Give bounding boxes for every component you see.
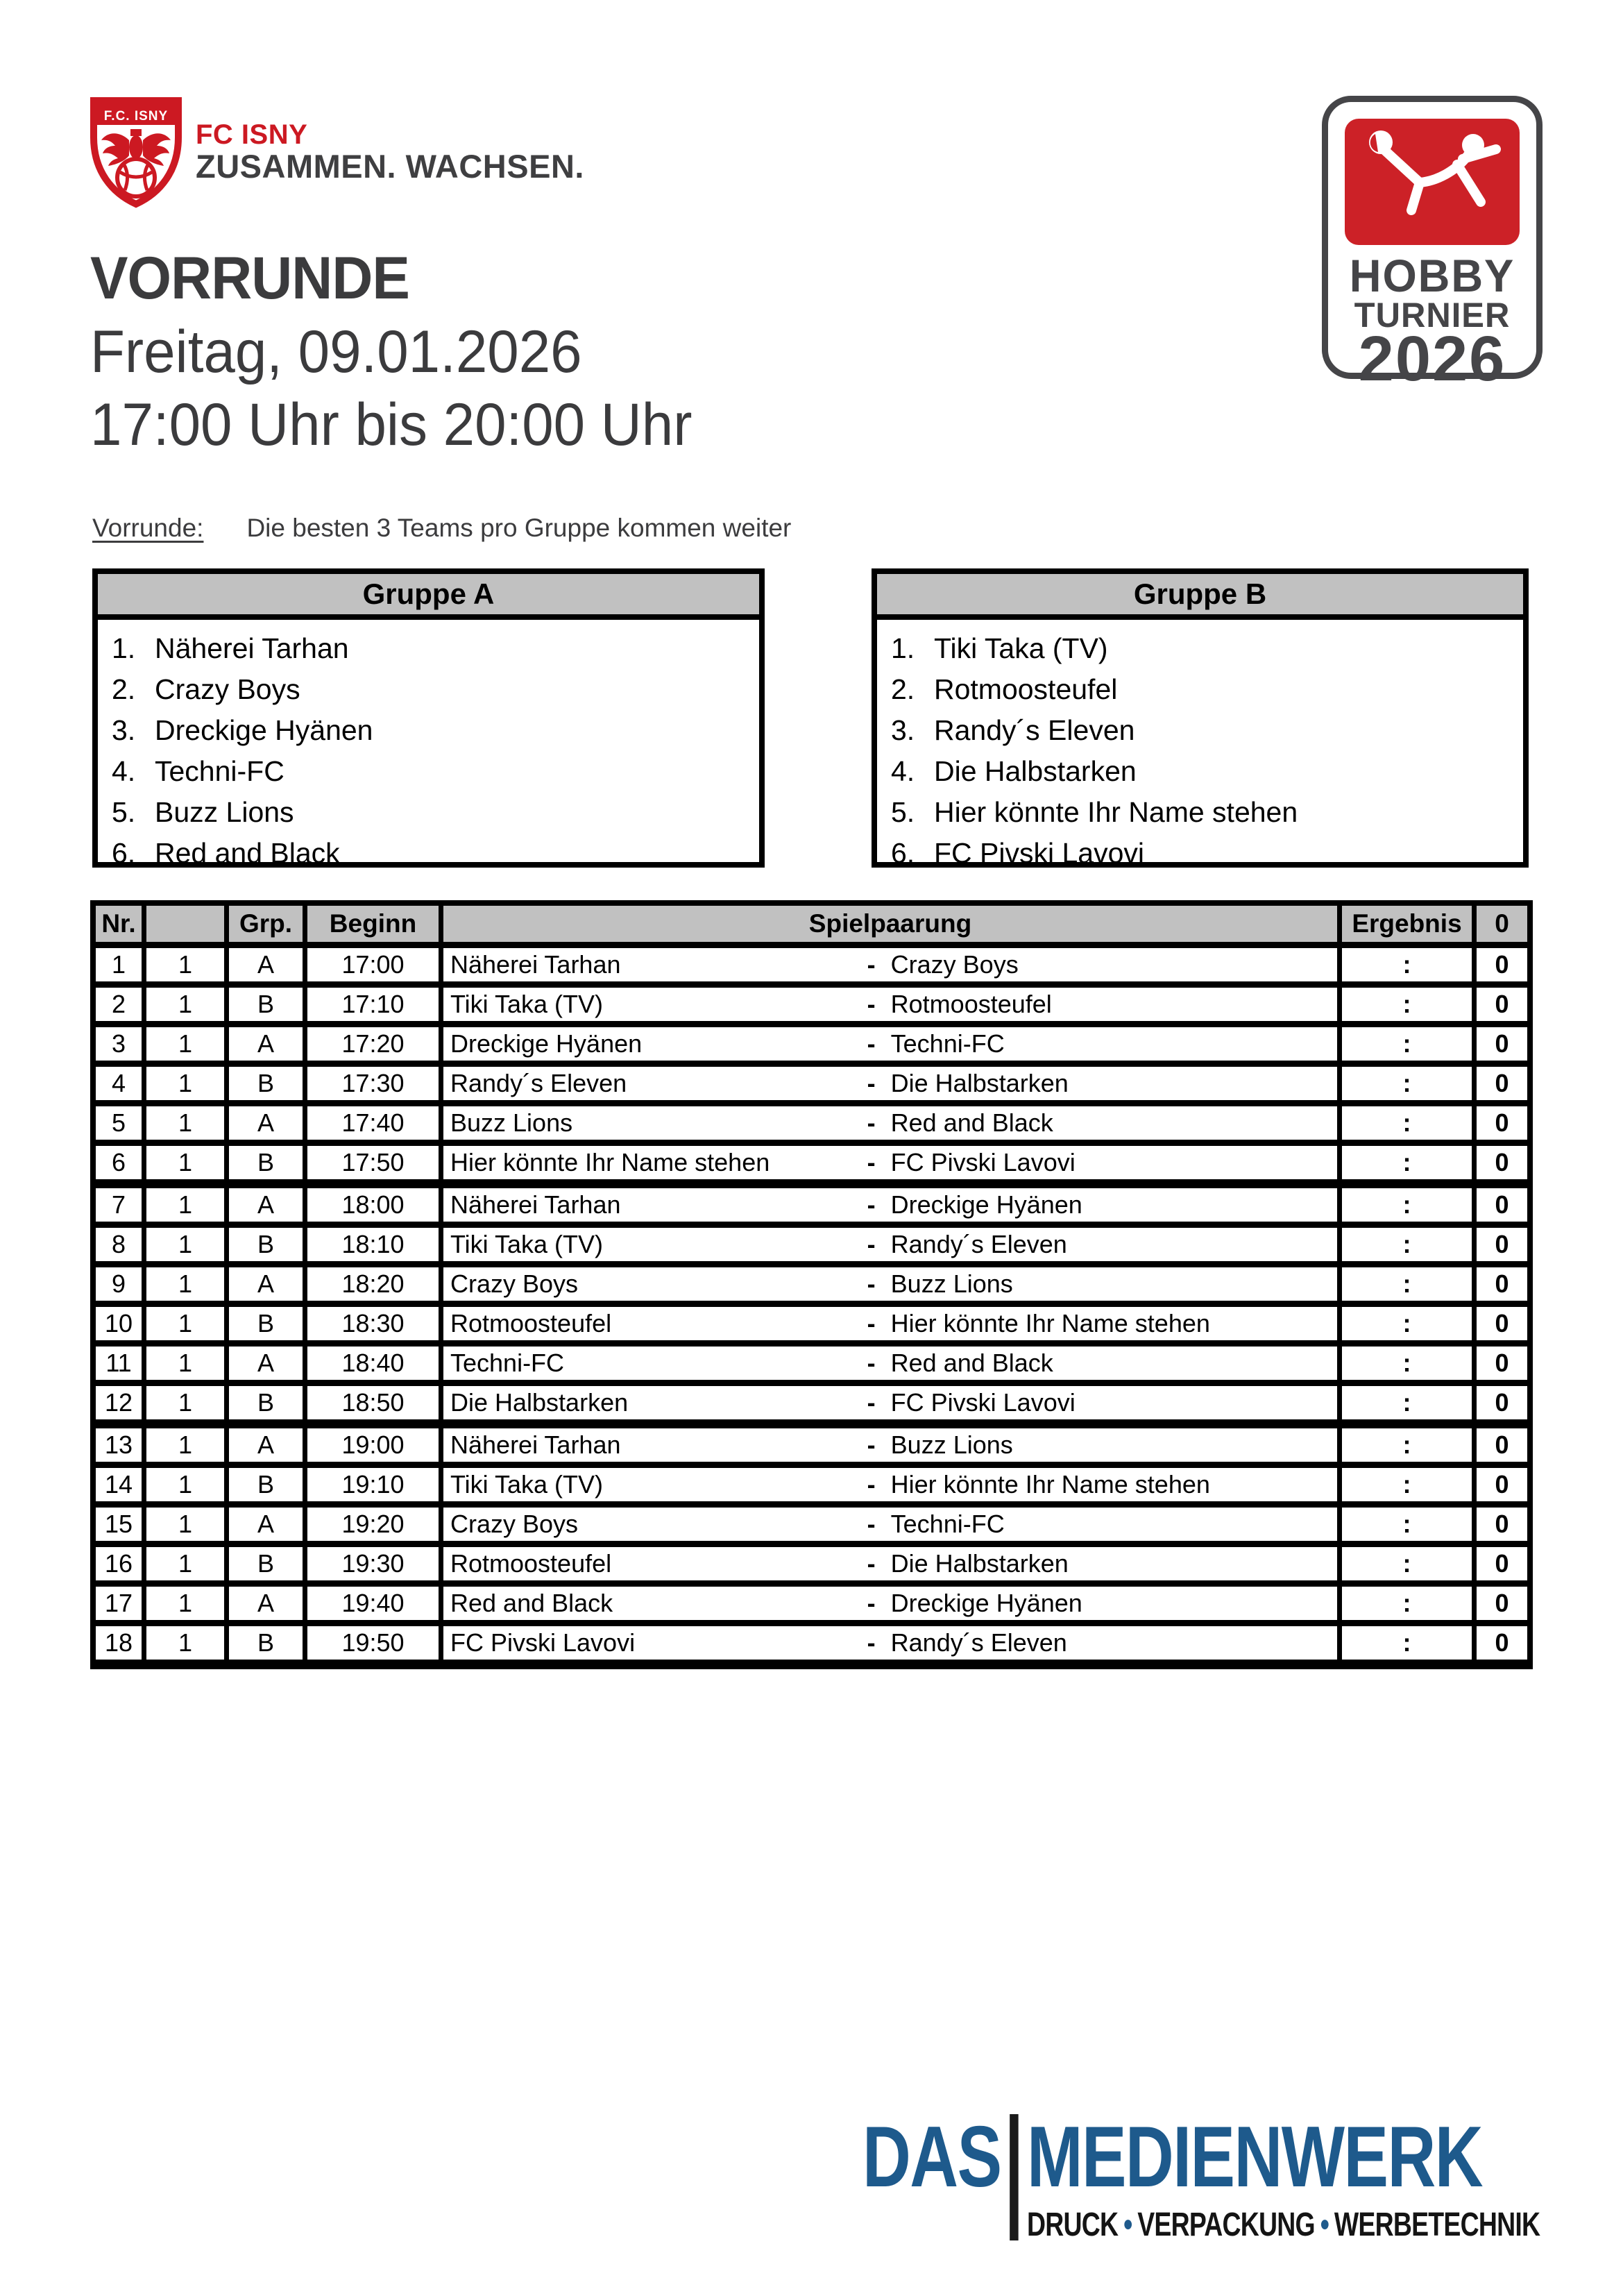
cell-nr: 4 — [96, 1067, 146, 1100]
printer-logo-tagline — [1027, 2206, 1540, 2244]
event-logo-line1: HOBBY — [1349, 250, 1515, 301]
team-name: Red and Black — [155, 837, 340, 869]
pair-separator: - — [867, 1148, 876, 1176]
away-team: Die Halbstarken — [890, 1549, 1069, 1578]
schedule-row — [96, 1347, 1527, 1386]
schedule-row — [96, 1547, 1527, 1587]
header-nr: Nr. — [96, 906, 146, 942]
schedule-row — [96, 988, 1527, 1027]
cell-round: 1 — [146, 1146, 229, 1179]
pair-separator: - — [867, 1589, 876, 1617]
home-team: Red and Black — [450, 1589, 613, 1617]
pair-separator: - — [867, 1628, 876, 1657]
cell-nr: 7 — [96, 1188, 146, 1222]
cell-grp: B — [229, 1146, 307, 1179]
cell-time: 19:00 — [307, 1428, 443, 1462]
team-name: Randy´s Eleven — [934, 714, 1135, 746]
cell-points: 0 — [1495, 950, 1509, 979]
away-team: Hier könnte Ihr Name stehen — [890, 1309, 1210, 1337]
pair-separator: - — [867, 1309, 876, 1337]
cell-result: : — [1342, 1067, 1477, 1100]
cell-grp: A — [229, 1587, 307, 1620]
group-team-item — [891, 792, 1523, 833]
cell-round: 1 — [146, 948, 229, 981]
note-label: Vorrunde: — [92, 514, 204, 542]
cell-nr: 2 — [96, 988, 146, 1021]
cell-points: 0 — [1495, 1069, 1509, 1097]
cell-time: 18:00 — [307, 1188, 443, 1222]
cell-points: 0 — [1495, 1388, 1509, 1417]
home-team: Tiki Taka (TV) — [450, 1230, 604, 1258]
cell-round: 1 — [146, 1188, 229, 1222]
cell-pairing — [443, 948, 1342, 981]
pair-separator: - — [867, 1069, 876, 1097]
cell-time: 19:20 — [307, 1508, 443, 1541]
group-team-item — [112, 751, 759, 792]
cell-grp: B — [229, 1547, 307, 1580]
home-team: FC Pivski Lavovi — [450, 1628, 636, 1657]
schedule-row — [96, 1106, 1527, 1146]
cell-round: 1 — [146, 1626, 229, 1660]
cell-result: : — [1342, 1188, 1477, 1222]
team-name: Dreckige Hyänen — [155, 714, 373, 746]
cell-result: : — [1342, 1587, 1477, 1620]
cell-grp: B — [229, 988, 307, 1021]
schedule-row — [96, 1067, 1527, 1106]
cell-result: : — [1342, 1428, 1477, 1462]
pair-separator: - — [867, 1108, 876, 1137]
pair-separator: - — [867, 1269, 876, 1298]
cell-result: : — [1342, 1626, 1477, 1660]
cell-round: 1 — [146, 1386, 229, 1419]
group-team-item — [891, 710, 1523, 751]
group-team-item — [112, 710, 759, 751]
home-team: Näherei Tarhan — [450, 1190, 621, 1219]
schedule-header-row — [96, 906, 1527, 948]
cell-time: 17:50 — [307, 1146, 443, 1179]
cell-pairing — [443, 1587, 1342, 1620]
tagline-word: WERBETECHNIK — [1334, 2206, 1540, 2244]
cell-nr: 11 — [96, 1347, 146, 1380]
schedule-row — [96, 1027, 1527, 1067]
away-team: Randy´s Eleven — [890, 1628, 1067, 1657]
cell-time: 17:40 — [307, 1106, 443, 1140]
group-a-team-list — [98, 620, 759, 874]
home-team: Tiki Taka (TV) — [450, 1470, 604, 1499]
group-team-item — [891, 669, 1523, 710]
cell-pairing — [443, 1307, 1342, 1340]
cell-points: 0 — [1495, 1269, 1509, 1298]
cell-nr: 9 — [96, 1267, 146, 1301]
printer-logo — [863, 2110, 1540, 2244]
cell-round: 1 — [146, 1067, 229, 1100]
group-team-item — [112, 669, 759, 710]
away-team: Red and Black — [890, 1349, 1053, 1377]
team-name: FC Pivski Lavovi — [934, 837, 1145, 869]
schedule-row — [96, 1386, 1527, 1428]
cell-points: 0 — [1495, 1108, 1509, 1137]
cell-nr: 14 — [96, 1468, 146, 1501]
home-team: Näherei Tarhan — [450, 950, 621, 979]
cell-nr: 3 — [96, 1027, 146, 1061]
away-team: Rotmoosteufel — [890, 990, 1052, 1018]
tagline-dot-icon: • — [1123, 2206, 1132, 2244]
event-logo-red-panel — [1345, 119, 1520, 245]
cell-time: 18:50 — [307, 1386, 443, 1419]
cell-pairing — [443, 1547, 1342, 1580]
home-team: Dreckige Hyänen — [450, 1029, 643, 1058]
cell-points: 0 — [1495, 1309, 1509, 1337]
header-points: 0 — [1495, 909, 1509, 938]
away-team: Buzz Lions — [890, 1430, 1013, 1459]
cell-grp: A — [229, 1027, 307, 1061]
cell-round: 1 — [146, 1027, 229, 1061]
cell-pairing — [443, 1106, 1342, 1140]
team-rank: 1. — [891, 632, 915, 664]
cell-grp: B — [229, 1067, 307, 1100]
away-team: Die Halbstarken — [890, 1069, 1069, 1097]
pair-separator: - — [867, 1029, 876, 1058]
cell-pairing — [443, 1067, 1342, 1100]
team-name: Näherei Tarhan — [155, 632, 349, 664]
page-title: VORRUNDE — [90, 245, 409, 312]
printer-logo-divider — [1010, 2114, 1018, 2240]
cell-result: : — [1342, 1547, 1477, 1580]
schedule-row — [96, 1587, 1527, 1626]
pair-separator: - — [867, 1349, 876, 1377]
event-date-line: Freitag, 09.01.2026 — [90, 319, 582, 385]
team-name: Rotmoosteufel — [934, 673, 1118, 705]
home-team: Hier könnte Ihr Name stehen — [450, 1148, 770, 1176]
event-logo-line3: 2026 — [1358, 323, 1506, 394]
cell-grp: A — [229, 1508, 307, 1541]
cell-time: 17:20 — [307, 1027, 443, 1061]
cell-pairing — [443, 1508, 1342, 1541]
cell-time: 18:40 — [307, 1347, 443, 1380]
cell-round: 1 — [146, 1547, 229, 1580]
qualification-note — [92, 514, 791, 543]
cell-round: 1 — [146, 1587, 229, 1620]
cell-round: 1 — [146, 1307, 229, 1340]
cell-pairing — [443, 1027, 1342, 1061]
team-rank: 6. — [891, 837, 915, 869]
header-pairing: Spielpaarung — [443, 906, 1342, 942]
pair-separator: - — [867, 990, 876, 1018]
schedule-row — [96, 1508, 1527, 1547]
cell-pairing — [443, 1347, 1342, 1380]
cell-nr: 12 — [96, 1386, 146, 1419]
tagline-word: VERPACKUNG — [1137, 2206, 1315, 2244]
home-team: Die Halbstarken — [450, 1388, 629, 1417]
cell-result: : — [1342, 1307, 1477, 1340]
away-team: FC Pivski Lavovi — [890, 1388, 1076, 1417]
cell-nr: 18 — [96, 1626, 146, 1660]
cell-points: 0 — [1495, 1589, 1509, 1617]
cell-points: 0 — [1495, 1549, 1509, 1578]
schedule-row — [96, 1428, 1527, 1468]
team-rank: 3. — [891, 714, 915, 746]
team-rank: 3. — [112, 714, 136, 746]
cell-round: 1 — [146, 1347, 229, 1380]
team-rank: 6. — [112, 837, 136, 869]
group-team-item — [891, 751, 1523, 792]
cell-pairing — [443, 988, 1342, 1021]
club-name: FC ISNY — [196, 119, 308, 150]
cell-grp: B — [229, 1626, 307, 1660]
home-team: Techni-FC — [450, 1349, 565, 1377]
team-rank: 5. — [112, 796, 136, 828]
team-rank: 4. — [891, 755, 915, 787]
cell-round: 1 — [146, 1106, 229, 1140]
group-b-box — [872, 568, 1529, 868]
cell-nr: 16 — [96, 1547, 146, 1580]
away-team: Dreckige Hyänen — [890, 1190, 1082, 1219]
cell-time: 18:10 — [307, 1228, 443, 1261]
cell-time: 17:30 — [307, 1067, 443, 1100]
schedule-row — [96, 1188, 1527, 1228]
cell-grp: B — [229, 1468, 307, 1501]
team-name: Tiki Taka (TV) — [934, 632, 1108, 664]
home-team: Crazy Boys — [450, 1510, 579, 1538]
cell-grp: A — [229, 1106, 307, 1140]
group-team-item — [891, 833, 1523, 874]
printer-logo-das: DAS — [863, 2109, 1001, 2205]
cell-grp: B — [229, 1307, 307, 1340]
cell-grp: A — [229, 1267, 307, 1301]
team-name: Buzz Lions — [155, 796, 294, 828]
team-name: Die Halbstarken — [934, 755, 1137, 787]
team-rank: 5. — [891, 796, 915, 828]
home-team: Rotmoosteufel — [450, 1549, 612, 1578]
cell-pairing — [443, 1626, 1342, 1660]
cell-round: 1 — [146, 1508, 229, 1541]
cell-round: 1 — [146, 988, 229, 1021]
schedule-row — [96, 948, 1527, 988]
cell-pairing — [443, 1386, 1342, 1419]
cell-pairing — [443, 1146, 1342, 1179]
cell-pairing — [443, 1468, 1342, 1501]
cell-result: : — [1342, 1106, 1477, 1140]
cell-nr: 6 — [96, 1146, 146, 1179]
cell-points: 0 — [1495, 1190, 1509, 1219]
pair-separator: - — [867, 1190, 876, 1219]
cell-points: 0 — [1495, 1470, 1509, 1499]
schedule-row — [96, 1468, 1527, 1508]
group-a-title: Gruppe A — [98, 574, 759, 620]
cell-time: 17:00 — [307, 948, 443, 981]
tagline-dot-icon: • — [1320, 2206, 1329, 2244]
home-team: Randy´s Eleven — [450, 1069, 627, 1097]
match-schedule-table — [90, 900, 1533, 1669]
ball-icon — [117, 159, 155, 196]
schedule-body — [96, 948, 1527, 1664]
header-beginn: Beginn — [307, 906, 443, 942]
cell-pairing — [443, 1428, 1342, 1462]
team-rank: 2. — [891, 673, 915, 705]
away-team: Randy´s Eleven — [890, 1230, 1067, 1258]
pair-separator: - — [867, 1388, 876, 1417]
cell-grp: B — [229, 1228, 307, 1261]
header-grp: Grp. — [229, 906, 307, 942]
cell-points: 0 — [1495, 1230, 1509, 1258]
group-b-title: Gruppe B — [877, 574, 1523, 620]
cell-points: 0 — [1495, 990, 1509, 1018]
cell-result: : — [1342, 1267, 1477, 1301]
header-ergebnis: Ergebnis — [1342, 906, 1477, 942]
cell-points: 0 — [1495, 1148, 1509, 1176]
team-name: Techni-FC — [155, 755, 284, 787]
away-team: Red and Black — [890, 1108, 1053, 1137]
cell-result: : — [1342, 1347, 1477, 1380]
cell-pairing — [443, 1267, 1342, 1301]
home-team: Buzz Lions — [450, 1108, 573, 1137]
cell-grp: A — [229, 1428, 307, 1462]
group-a-box — [92, 568, 765, 868]
cell-time: 18:30 — [307, 1307, 443, 1340]
cell-result: : — [1342, 988, 1477, 1021]
cell-time: 18:20 — [307, 1267, 443, 1301]
schedule-row — [96, 1307, 1527, 1347]
team-rank: 1. — [112, 632, 136, 664]
cell-pairing — [443, 1188, 1342, 1222]
cell-nr: 5 — [96, 1106, 146, 1140]
bicycle-kick-icon — [1345, 119, 1520, 245]
schedule-row — [96, 1228, 1527, 1267]
cell-time: 19:50 — [307, 1626, 443, 1660]
away-team: Hier könnte Ihr Name stehen — [890, 1470, 1210, 1499]
group-team-item — [112, 792, 759, 833]
home-team: Rotmoosteufel — [450, 1309, 612, 1337]
away-team: Buzz Lions — [890, 1269, 1013, 1298]
cell-grp: A — [229, 948, 307, 981]
crest-banner-text: F.C. ISNY — [103, 109, 169, 124]
pair-separator: - — [867, 1549, 876, 1578]
cell-points: 0 — [1495, 1430, 1509, 1459]
cell-time: 19:40 — [307, 1587, 443, 1620]
cell-pairing — [443, 1228, 1342, 1261]
away-team: Crazy Boys — [890, 950, 1019, 979]
event-logo-line2: TURNIER — [1354, 296, 1511, 335]
schedule-row — [96, 1146, 1527, 1188]
cell-round: 1 — [146, 1428, 229, 1462]
cell-round: 1 — [146, 1267, 229, 1301]
team-name: Crazy Boys — [155, 673, 300, 705]
pair-separator: - — [867, 950, 876, 979]
cell-nr: 1 — [96, 948, 146, 981]
header-round — [146, 906, 229, 942]
cell-grp: B — [229, 1386, 307, 1419]
away-team: Techni-FC — [890, 1029, 1005, 1058]
cell-result: : — [1342, 1027, 1477, 1061]
note-text: Die besten 3 Teams pro Gruppe kommen weiter — [246, 514, 792, 542]
printer-logo-medienwerk: MEDIENWERK — [1026, 2109, 1483, 2205]
pair-separator: - — [867, 1510, 876, 1538]
team-name: Hier könnte Ihr Name stehen — [934, 796, 1298, 828]
cell-result: : — [1342, 1468, 1477, 1501]
cell-nr: 17 — [96, 1587, 146, 1620]
cell-time: 17:10 — [307, 988, 443, 1021]
away-team: Techni-FC — [890, 1510, 1005, 1538]
cell-result: : — [1342, 1508, 1477, 1541]
cell-grp: A — [229, 1188, 307, 1222]
cell-nr: 13 — [96, 1428, 146, 1462]
home-team: Tiki Taka (TV) — [450, 990, 604, 1018]
cell-result: : — [1342, 948, 1477, 981]
group-team-item — [891, 628, 1523, 669]
team-rank: 4. — [112, 755, 136, 787]
cell-grp: A — [229, 1347, 307, 1380]
away-team: Dreckige Hyänen — [890, 1589, 1082, 1617]
cell-result: : — [1342, 1228, 1477, 1261]
pair-separator: - — [867, 1430, 876, 1459]
schedule-row — [96, 1626, 1527, 1664]
group-b-team-list — [877, 620, 1523, 874]
cell-result: : — [1342, 1146, 1477, 1179]
cell-nr: 10 — [96, 1307, 146, 1340]
tagline-word: DRUCK — [1026, 2206, 1119, 2244]
pair-separator: - — [867, 1470, 876, 1499]
club-claim: ZUSAMMEN. WACHSEN. — [196, 148, 584, 185]
cell-nr: 15 — [96, 1508, 146, 1541]
away-team: FC Pivski Lavovi — [890, 1148, 1076, 1176]
cell-round: 1 — [146, 1228, 229, 1261]
cell-nr: 8 — [96, 1228, 146, 1261]
schedule-row — [96, 1267, 1527, 1307]
group-team-item — [112, 628, 759, 669]
home-team: Näherei Tarhan — [450, 1430, 621, 1459]
cell-time: 19:10 — [307, 1468, 443, 1501]
group-team-item — [112, 833, 759, 874]
event-logo — [1322, 96, 1543, 394]
cell-result: : — [1342, 1386, 1477, 1419]
home-team: Crazy Boys — [450, 1269, 579, 1298]
cell-round: 1 — [146, 1468, 229, 1501]
club-crest-icon — [89, 97, 183, 208]
cell-points: 0 — [1495, 1628, 1509, 1657]
cell-time: 19:30 — [307, 1547, 443, 1580]
cell-points: 0 — [1495, 1029, 1509, 1058]
pair-separator: - — [867, 1230, 876, 1258]
team-rank: 2. — [112, 673, 136, 705]
event-time-line: 17:00 Uhr bis 20:00 Uhr — [90, 391, 692, 458]
cell-points: 0 — [1495, 1349, 1509, 1377]
cell-points: 0 — [1495, 1510, 1509, 1538]
